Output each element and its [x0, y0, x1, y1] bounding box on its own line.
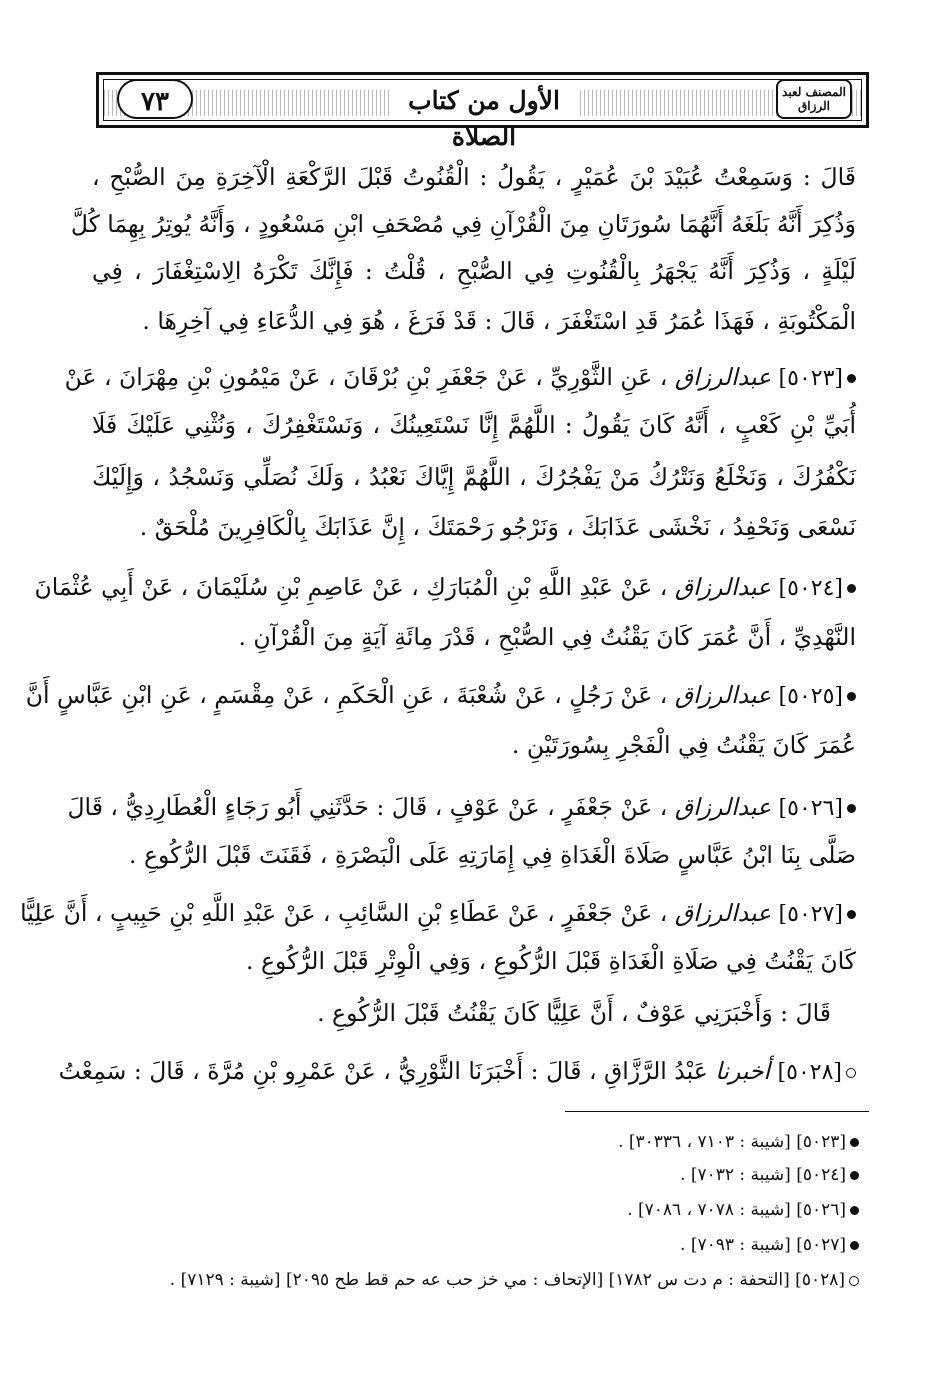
hadith-text: ، عَنْ جَعْفَرٍ ، عَنْ عَطَاءِ بْنِ السَّائِبِ ، عَنْ عَبْدِ اللَّهِ بْنِ حَبِيبٍ ، أَنَّ عَلِيًّا: [20, 899, 668, 927]
footnote-text: [٥٠٢٣] [شيبة : ٧١٠٣ ، ٣٠٣٣٦] .: [618, 1132, 846, 1152]
bullet-icon: [847, 584, 856, 593]
text-line: لَيْلَةٍ ، وَذُكِرَ أَنَّهُ يَجْهَرُ بِالْقُنُوتِ فِي الصُّبْحِ ، قُلْتُ : فَإِنَّكَ تَكْرَهُ الِاسْتِغْفَارَ ، فِي: [92, 257, 856, 285]
hadith-number: [٥٠٢٦]: [778, 796, 843, 821]
book-logo-text: المصنف لعبد الرزاق: [782, 85, 846, 113]
text-line: وَذُكِرَ أَنَّهُ بَلَغَهُ أَنَّهُمَا سُورَتَانِ مِنَ الْقُرْآنِ فِي مُصْحَفِ ابْنِ مَسْعُودٍ ، وَأَنَّهُ يُوتِرُ بِهِمَا كُلَّ: [70, 210, 856, 238]
page-header: [96, 72, 869, 151]
book-logo: [776, 79, 852, 119]
text-line: الْمَكْتُوبَةِ ، فَهَذَا عُمَرُ قَدِ اسْتَغْفَرَ ، قَالَ : قَدْ فَرَغَ ، هُوَ فِي الدُّعَاءِ فِي آخِرِهَا .: [142, 307, 856, 335]
text-line: قَالَ : وَسَمِعْتُ عُبَيْدَ بْنَ عُمَيْرٍ ، يَقُولُ : الْقُنُوتُ قَبْلَ الرَّكْعَةِ الْآخِرَةِ مِنَ الصُّبْحِ ،: [92, 163, 856, 191]
hadith-5023-line: نَسْعَى وَنَحْفِدُ ، نَخْشَى عَذَابَكَ ، وَنَرْجُو رَحْمَتَكَ ، إِنَّ عَذَابَكَ بِالْكَافِرِينَ مُلْحَقٌ .: [139, 513, 856, 541]
footnote-text: [٥٠٢٨] [التحفة : م دت س ١٧٨٢] [الإتحاف : مي خز حب عه حم قط طح ٢٠٩٥] [شيبة : ٧١٢٩] .: [169, 1270, 845, 1290]
hadith-5023-line: أُبَيِّ بْنِ كَعْبٍ ، أَنَّهُ كَانَ يَقُولُ : اللَّهُمَّ إِنَّا نَسْتَعِينُكَ ، وَنَسْتَغْفِرُكَ ، وَنُثْنِي عَلَيْكَ فَلَا: [92, 411, 856, 439]
hadith-text: عَبْدُ الرَّزَّاقِ ، قَالَ : أَخْبَرَنَا الثَّوْرِيُّ ، عَنْ عَمْرِو بْنِ مُرَّةَ ، قَالَ : سَمِعْتُ: [58, 1057, 708, 1085]
hadith-text: ، عَنْ جَعْفَرٍ ، عَنْ عَوْفٍ ، قَالَ : حَدَّثَنِي أَبُو رَجَاءٍ الْعُطَارِدِيُّ ، قَالَ: [67, 793, 668, 821]
hadith-5026-line: صَلَّى بِنَا ابْنُ عَبَّاسٍ صَلَاةَ الْغَدَاةِ فِي إِمَارَتِهِ عَلَى الْبَصْرَةِ ، فَقَنَتَ قَبْلَ الرُّكُوعِ .: [129, 841, 856, 869]
footnote-text: [٥٠٢٧] [شيبة : ٧٠٩٣] .: [680, 1235, 846, 1255]
footnote-separator: [565, 1111, 869, 1112]
bullet-icon: [850, 1206, 859, 1215]
hadith-5026-line: [67, 788, 856, 828]
page-number: ٧٣: [141, 87, 169, 117]
circle-bullet-icon: [846, 1068, 856, 1078]
hadith-5028-line: [58, 1052, 856, 1092]
hadith-5027-line: قَالَ : وَأَخْبَرَنِي عَوْفٌ ، أَنَّ عَلِيًّا كَانَ يَقْنُتُ قَبْلَ الرُّكُوعِ .: [317, 999, 831, 1027]
hadith-5024-line: النَّهْدِيِّ ، أَنَّ عُمَرَ كَانَ يَقْنُتُ فِي الصُّبْحِ ، قَدْرَ مِائَةِ آيَةٍ مِنَ الْقُرْآنِ .: [238, 623, 856, 651]
footnote: [680, 1233, 859, 1257]
hadith-5023-line: [64, 358, 856, 398]
hadith-5023-line: نَكْفُرُكَ ، وَنَخْلَعُ وَنَتْرُكُ مَنْ يَفْجُرُكَ ، اللَّهُمَّ إِيَّاكَ نَعْبُدُ ، وَلَكَ نُصَلِّي وَنَسْجُدُ ، وَإِلَيْكَ: [92, 463, 856, 491]
hadith-number: [٥٠٢٥]: [778, 684, 843, 709]
bullet-icon: [847, 692, 856, 701]
hadith-5025-line: [25, 676, 856, 716]
footnote-text: [٥٠٢٤] [شيبة : ٧٠٣٢] .: [680, 1165, 846, 1185]
bullet-icon: [850, 1138, 859, 1147]
footnote: [680, 1163, 859, 1187]
footnote: [618, 1130, 859, 1154]
hadith-5024-line: [34, 568, 856, 608]
hadith-number: [٥٠٢٤]: [778, 576, 843, 601]
hadith-5027-line: كَانَ يَقْنُتُ فِي صَلَاةِ الْغَدَاةِ قَبْلَ الرُّكُوعِ ، وَفِي الْوِتْرِ قَبْلَ الرُّكُوعِ .: [246, 947, 856, 975]
hadith-5027-line: [20, 894, 856, 934]
hadith-text: ، عَنْ عَبْدِ اللَّهِ بْنِ الْمُبَارَكِ ، عَنْ عَاصِمِ بْنِ سُلَيْمَانَ ، عَنْ أَبِي عُثْمَانَ: [34, 573, 668, 601]
narrator-name: عبدالرزاق: [674, 899, 772, 927]
hadith-number: [٥٠٢٣]: [778, 366, 843, 391]
footnote: [627, 1198, 859, 1222]
bullet-icon: [850, 1171, 859, 1180]
bullet-icon: [847, 910, 856, 919]
running-title: الأول من كتاب الصلاة: [389, 83, 579, 119]
hadith-number: [٥٠٢٧]: [778, 902, 843, 927]
bullet-icon: [847, 804, 856, 813]
narrator-name: عبدالرزاق: [674, 793, 772, 821]
hadith-number: [٥٠٢٨]: [777, 1060, 842, 1085]
page-number-cartouche: [117, 79, 193, 119]
circle-bullet-icon: [849, 1276, 859, 1286]
footnote: [170, 1268, 859, 1292]
hadith-text: ، عَنْ رَجُلٍ ، عَنْ شُعْبَةَ ، عَنِ الْحَكَمِ ، عَنْ مِقْسَمٍ ، عَنِ ابْنِ عَبَّاسٍ أَنَّ: [25, 681, 668, 709]
narrator-name: عبدالرزاق: [674, 573, 772, 601]
narrator-name: عبدالرزاق: [674, 363, 772, 391]
bullet-icon: [847, 374, 856, 383]
narrator-name: أخبرنا: [715, 1057, 771, 1085]
hadith-text: ، عَنِ الثَّوْرِيِّ ، عَنْ جَعْفَرِ بْنِ بُرْقَانَ ، عَنْ مَيْمُونِ بْنِ مِهْرَانَ ، عَنْ: [64, 363, 668, 391]
footnote-text: [٥٠٢٦] [شيبة : ٧٠٧٨ ، ٧٠٨٦] .: [627, 1200, 846, 1220]
bullet-icon: [850, 1241, 859, 1250]
narrator-name: عبدالرزاق: [674, 681, 772, 709]
hadith-5025-line: عُمَرَ كَانَ يَقْنُتُ فِي الْفَجْرِ بِسُورَتَيْنِ .: [511, 731, 856, 759]
